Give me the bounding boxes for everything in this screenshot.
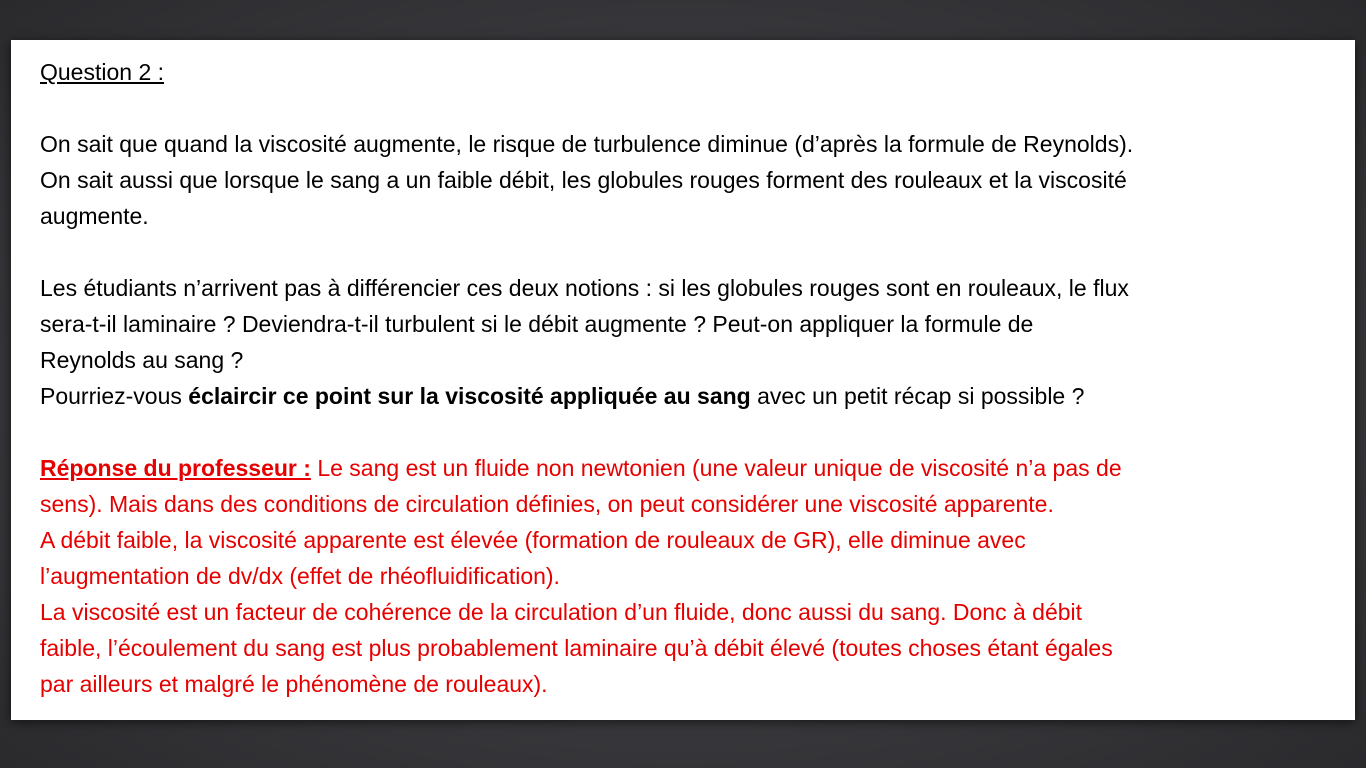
spacer bbox=[40, 90, 1355, 126]
answer-line1-text: Le sang est un fluide non newtonien (une valeur unique de viscosité n’a pas de bbox=[310, 455, 1122, 481]
question-p1-line1: On sait que quand la viscosité augmente, le risque de turbulence diminue (d’après la formule de Reynolds). bbox=[40, 131, 1134, 157]
answer-line2: sens). Mais dans des conditions de circulation définies, on peut considérer une viscosité apparente. bbox=[40, 491, 1054, 517]
question-p2-line3: Reynolds au sang ? bbox=[40, 347, 244, 373]
answer-line3: A débit faible, la viscosité apparente est élevée (formation de rouleaux de GR), elle diminue avec bbox=[40, 527, 1026, 553]
question-p2-line2: sera-t-il laminaire ? Deviendra-t-il turbulent si le débit augmente ? Peut-on appliquer la formule de bbox=[40, 311, 1034, 337]
question-p1-line3: augmente. bbox=[40, 203, 149, 229]
answer-line1 bbox=[40, 450, 1355, 486]
question-p3 bbox=[40, 378, 1355, 414]
answer-line4: l’augmentation de dv/dx (effet de rhéofluidification). bbox=[40, 563, 560, 589]
question-p3-suffix: avec un petit récap si possible ? bbox=[750, 383, 1085, 409]
spacer bbox=[40, 414, 1355, 450]
spacer bbox=[40, 234, 1355, 270]
answer-line7: par ailleurs et malgré le phénomène de rouleaux). bbox=[40, 671, 548, 697]
answer-line6: faible, l’écoulement du sang est plus probablement laminaire qu’à débit élevé (toutes choses étant égales bbox=[40, 635, 1113, 661]
question-p3-prefix: Pourriez-vous bbox=[40, 383, 189, 409]
question-p1-line2: On sait aussi que lorsque le sang a un faible débit, les globules rouges forment des rouleaux et la viscosité bbox=[40, 167, 1127, 193]
question-title: Question 2 : bbox=[40, 59, 165, 85]
answer-line5: La viscosité est un facteur de cohérence de la circulation d’un fluide, donc aussi du sang. Donc à débit bbox=[40, 599, 1083, 625]
question-p3-emphasis: éclaircir ce point sur la viscosité appliquée au sang bbox=[188, 383, 751, 409]
slide bbox=[11, 40, 1355, 720]
question-p2-line1: Les étudiants n’arrivent pas à différencier ces deux notions : si les globules rouges sont en rouleaux, le flux bbox=[40, 275, 1129, 301]
answer-label: Réponse du professeur : bbox=[40, 455, 311, 481]
